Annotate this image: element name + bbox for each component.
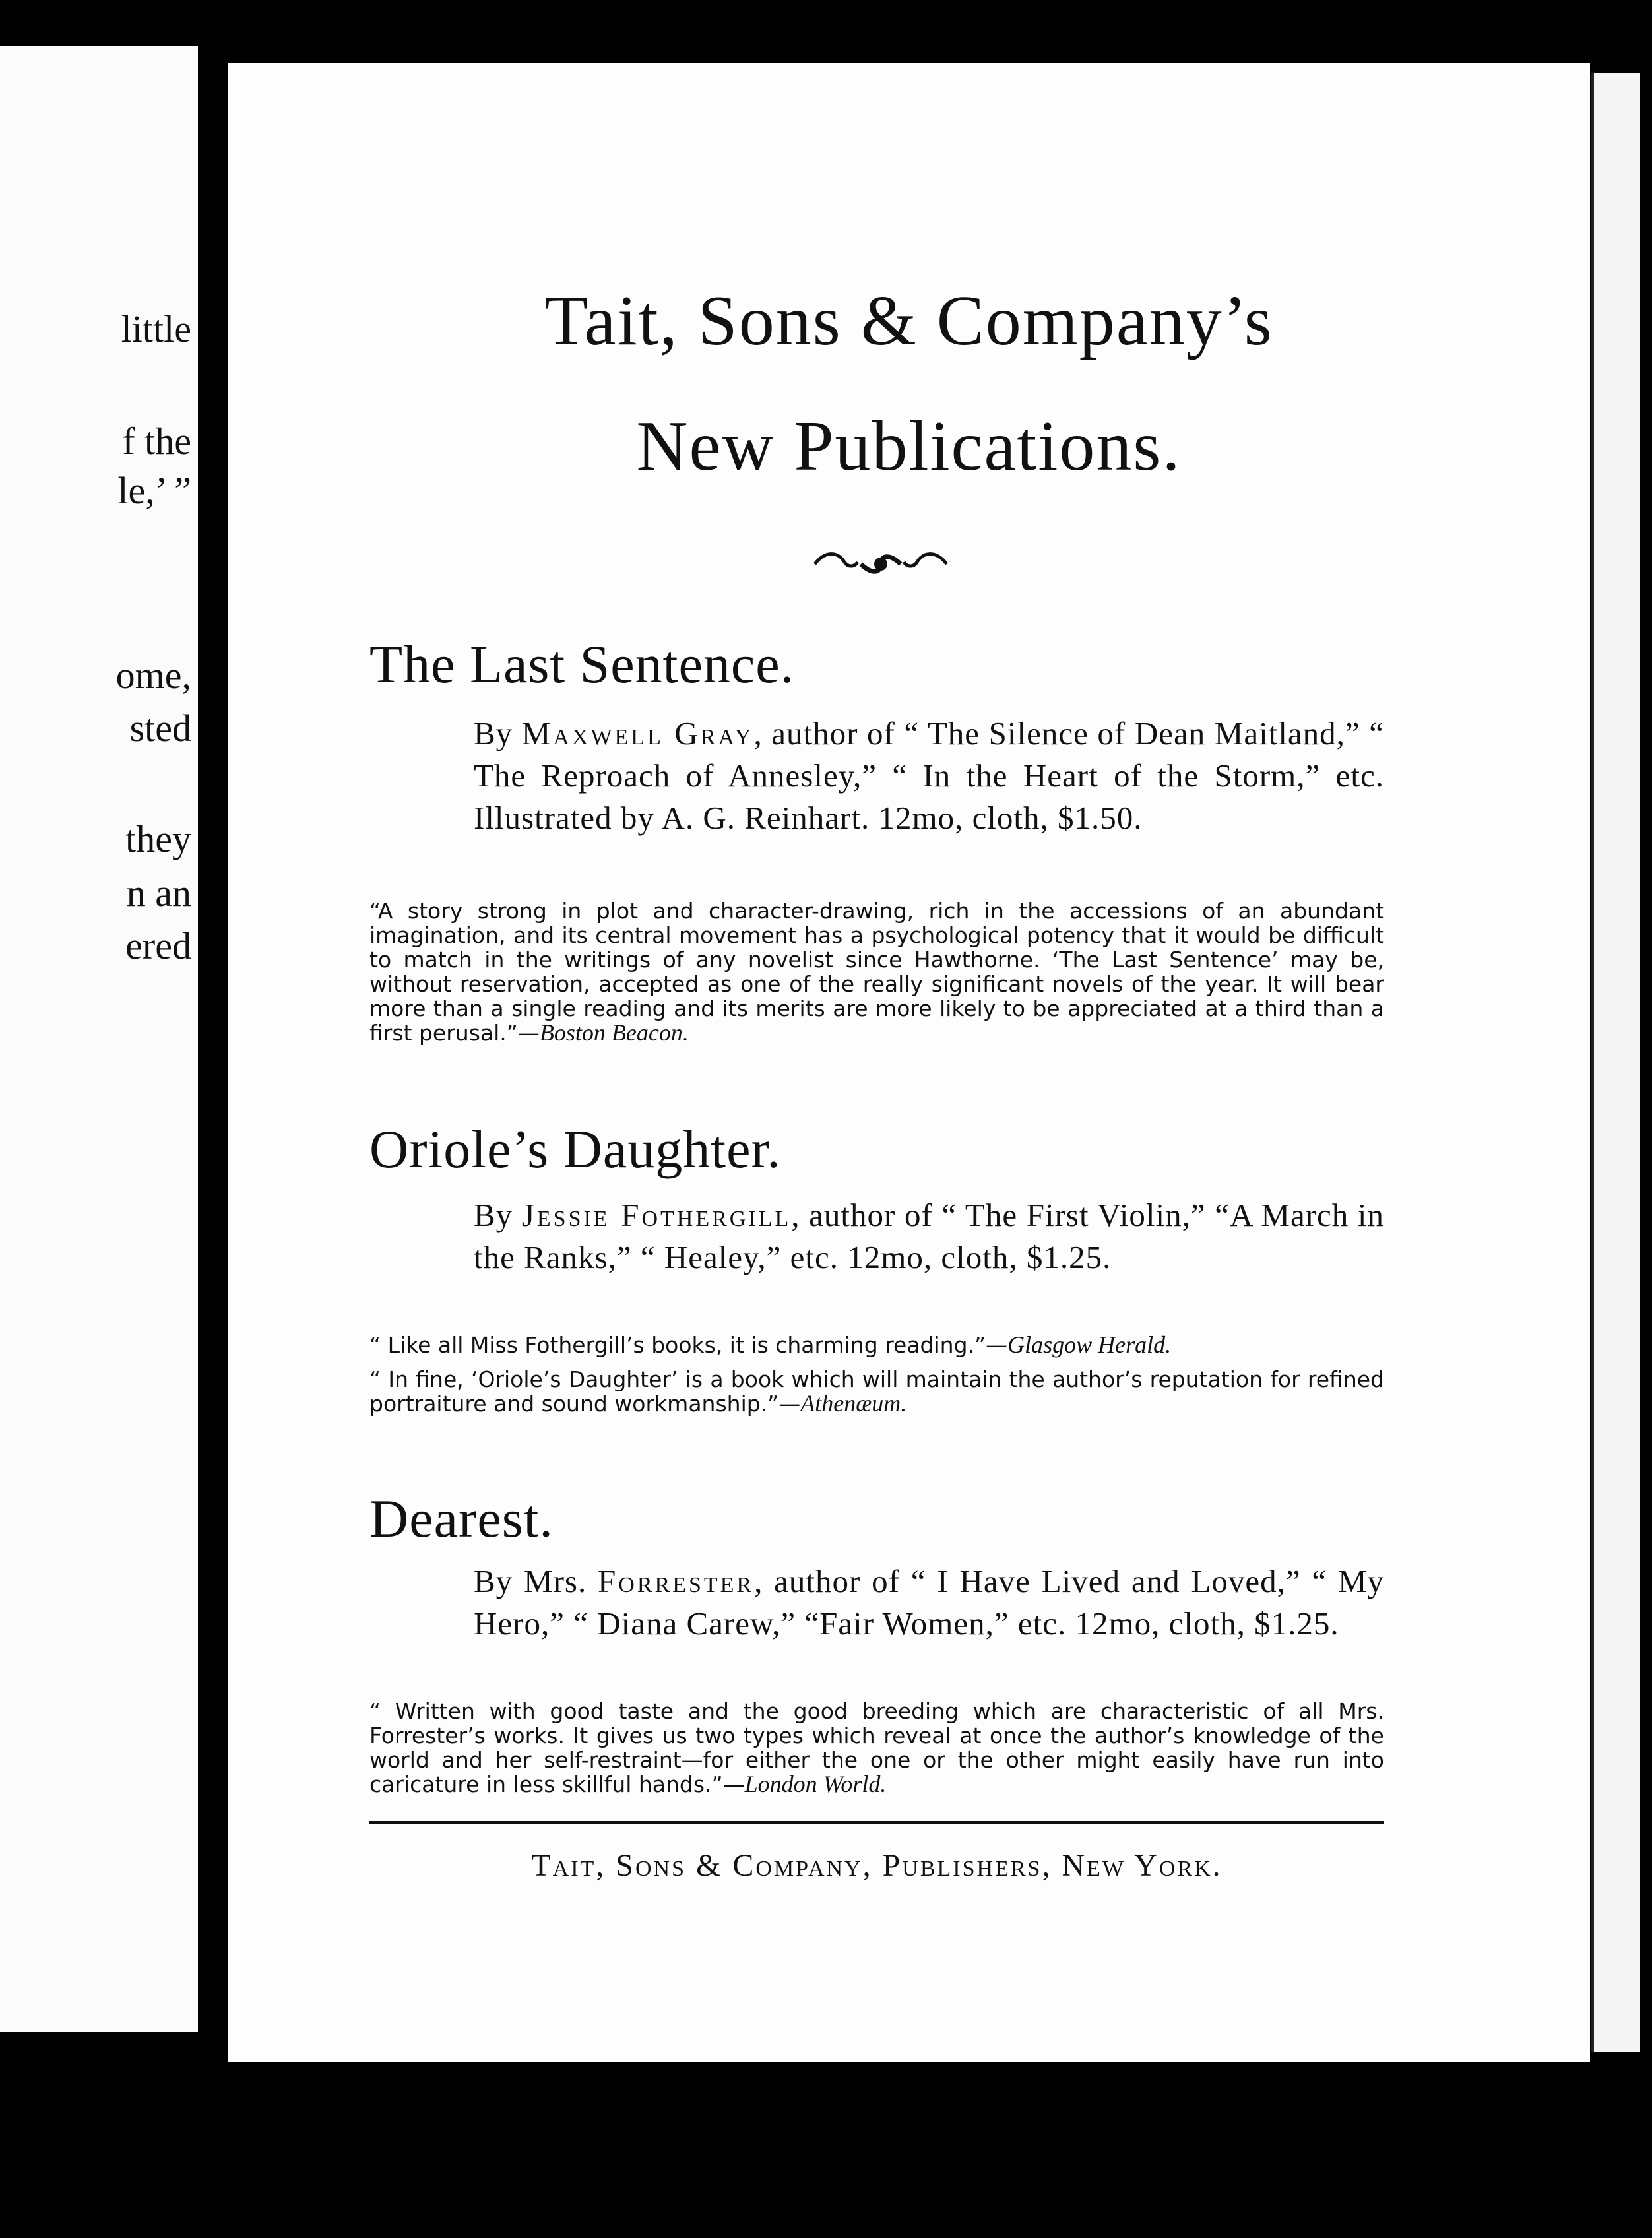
review-source: Glasgow Herald. bbox=[1007, 1331, 1172, 1358]
review-quote bbox=[369, 899, 1384, 1045]
book-byline bbox=[474, 1194, 1384, 1279]
book-title: Oriole’s Daughter. bbox=[369, 1119, 781, 1179]
page-title: New Publications. bbox=[636, 407, 1182, 486]
book-details: , author of “ I Have Lived and Loved,” “ My Hero,” “ Diana Carew,” “Fair Women,” etc. 12mo, cloth, $1.25. bbox=[474, 1563, 1385, 1642]
byline-prefix: By bbox=[474, 1197, 513, 1233]
book-details: , author of “ The First Violin,” “A March in the Ranks,” “ Healey,” etc. 12mo, cloth, $1.25. bbox=[474, 1197, 1385, 1275]
book-title: Dearest. bbox=[369, 1488, 554, 1549]
book-byline bbox=[474, 713, 1384, 839]
left-fragment: f the bbox=[122, 420, 191, 463]
book-title: The Last Sentence. bbox=[369, 634, 795, 694]
left-fragment: little bbox=[121, 307, 191, 350]
left-fragment: n an bbox=[126, 872, 191, 914]
left-fragment: ome, bbox=[115, 654, 191, 697]
author-name: Jessie Fothergill bbox=[521, 1197, 792, 1233]
review-source: Athenæum. bbox=[800, 1390, 907, 1417]
review-text: “A story strong in plot and character-drawing, rich in the accessions of an abundant imagination, and its central movement has a psychological potency that it would be difficult to match in the writings of any novelist since Hawthorne. ‘The Last Sentence’ may be, without reservation, accepted as one of the really significant novels of the year. It will bear more than a single reading and its merits are more likely to be appreciated at a third than a first perusal.”— bbox=[369, 898, 1384, 1046]
ornament-icon bbox=[811, 548, 950, 581]
left-fragment: le,’ ” bbox=[117, 469, 191, 512]
left-fragment: sted bbox=[129, 707, 191, 750]
review-source: Boston Beacon. bbox=[539, 1019, 689, 1046]
publisher-heading: Tait, Sons & Company’s bbox=[544, 282, 1273, 360]
review-text: “ Like all Miss Fothergill’s books, it is charming reading.”— bbox=[369, 1332, 1008, 1358]
review-text: “ In fine, ‘Oriole’s Daughter’ is a book which will maintain the author’s reputation for refined portraiture and sound workmanship.”— bbox=[369, 1366, 1384, 1417]
author-name: Forrester bbox=[598, 1563, 755, 1599]
review-source: London World. bbox=[744, 1771, 887, 1797]
publisher-imprint: Tait, Sons & Company, Publishers, New York. bbox=[531, 1848, 1223, 1883]
review-quote bbox=[369, 1333, 1384, 1357]
left-fragment: ered bbox=[125, 924, 191, 967]
page-edge bbox=[1591, 73, 1640, 2052]
left-facing-page bbox=[0, 46, 198, 2032]
book-details: , author of “ The Silence of Dean Maitland,” “ The Reproach of Annesley,” “ In the Heart of the Storm,” etc. Illustrated by A. G. Reinhart. 12mo, cloth, $1.50. bbox=[474, 715, 1385, 836]
author-name: Maxwell Gray bbox=[521, 715, 754, 751]
book-byline bbox=[474, 1560, 1384, 1645]
left-fragment: they bbox=[125, 817, 191, 860]
review-text: “ Written with good taste and the good breeding which are characteristic of all Mrs. Forrester’s works. It gives us two types which reveal at once the author’s knowledge of the world and her self-restraint—for either the one or the other might easily have run into caricature in less skillful hands.”— bbox=[369, 1698, 1384, 1797]
review-quote bbox=[369, 1367, 1384, 1416]
footer-rule bbox=[369, 1821, 1384, 1824]
byline-prefix: By bbox=[474, 715, 513, 751]
review-quote bbox=[369, 1699, 1384, 1797]
byline-prefix: By Mrs. bbox=[474, 1563, 587, 1599]
